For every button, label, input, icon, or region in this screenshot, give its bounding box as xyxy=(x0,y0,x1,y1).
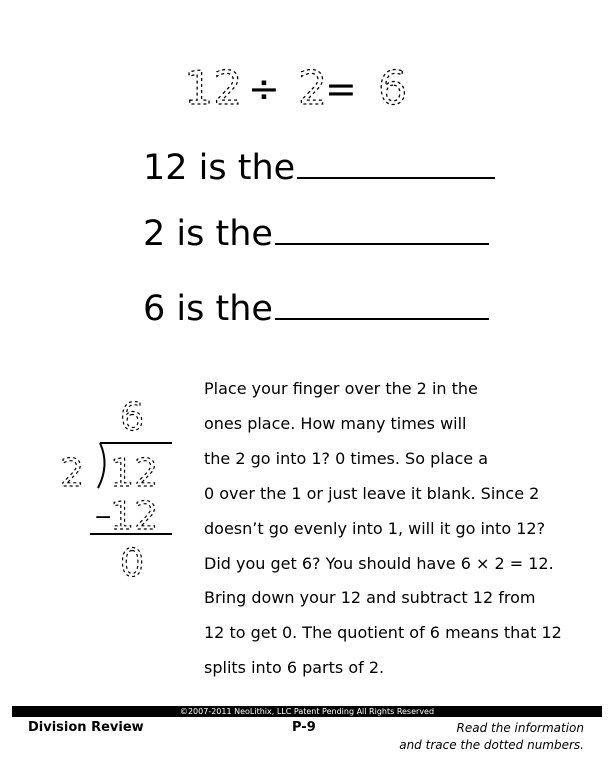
equation-dividend[interactable]: 12 xyxy=(184,61,243,112)
fill-in-divisor-text: 2 is the xyxy=(143,214,273,254)
division-quotient[interactable]: 6 xyxy=(120,395,145,439)
instruction-line: the 2 go into 1? 0 times. So place a xyxy=(204,448,489,468)
instructions-paragraph xyxy=(204,372,584,686)
instruction-line: 12 to get 0. The quotient of 6 means that 12 xyxy=(204,623,562,643)
traced-equation xyxy=(170,58,430,112)
footer-note-line: Read the information xyxy=(456,721,584,735)
fill-in-dividend-blank[interactable] xyxy=(297,175,495,179)
footer-title: Division Review xyxy=(28,720,144,735)
equation-equals: = xyxy=(325,67,357,111)
equation-operator: ÷ xyxy=(248,67,280,111)
fill-in-quotient-text: 6 is the xyxy=(143,289,273,329)
instruction-line: Did you get 6? You should have 6 × 2 = 12. xyxy=(204,553,554,573)
division-remainder[interactable]: 0 xyxy=(120,541,145,584)
copyright-text: ©2007-2011 NeoLithix, LLC Patent Pending All Rights Reserved xyxy=(179,707,435,716)
instruction-line: ones place. How many times will xyxy=(204,413,467,433)
division-dividend[interactable]: 12 xyxy=(110,451,159,495)
fill-in-dividend-text: 12 is the xyxy=(143,148,296,188)
instruction-line: 0 over the 1 or just leave it blank. Since 2 xyxy=(204,483,540,503)
copyright-bar xyxy=(12,706,602,717)
instruction-line: doesn’t go evenly into 1, will it go into 12? xyxy=(204,518,546,538)
fill-in-quotient-blank[interactable] xyxy=(275,316,489,320)
division-minus-sign: − xyxy=(94,505,113,530)
long-division-figure xyxy=(50,392,180,584)
instruction-line: Bring down your 12 and subtract 12 from xyxy=(204,588,536,608)
division-bracket-curve xyxy=(98,443,105,488)
fill-in-dividend xyxy=(143,148,495,188)
footer-note-line: and trace the dotted numbers. xyxy=(399,738,584,752)
equation-divisor[interactable]: 2 xyxy=(298,61,328,112)
division-subtrahend[interactable]: 12 xyxy=(110,494,159,538)
fill-in-divisor xyxy=(143,214,489,254)
instruction-line: splits into 6 parts of 2. xyxy=(204,658,385,678)
instruction-line: Place your finger over the 2 in the xyxy=(204,379,478,398)
division-divisor[interactable]: 2 xyxy=(60,451,85,495)
page-number: P-9 xyxy=(292,720,316,735)
equation-quotient[interactable]: 6 xyxy=(378,61,408,112)
footer-note xyxy=(399,720,584,754)
fill-in-quotient xyxy=(143,289,489,329)
fill-in-divisor-blank[interactable] xyxy=(275,241,489,245)
